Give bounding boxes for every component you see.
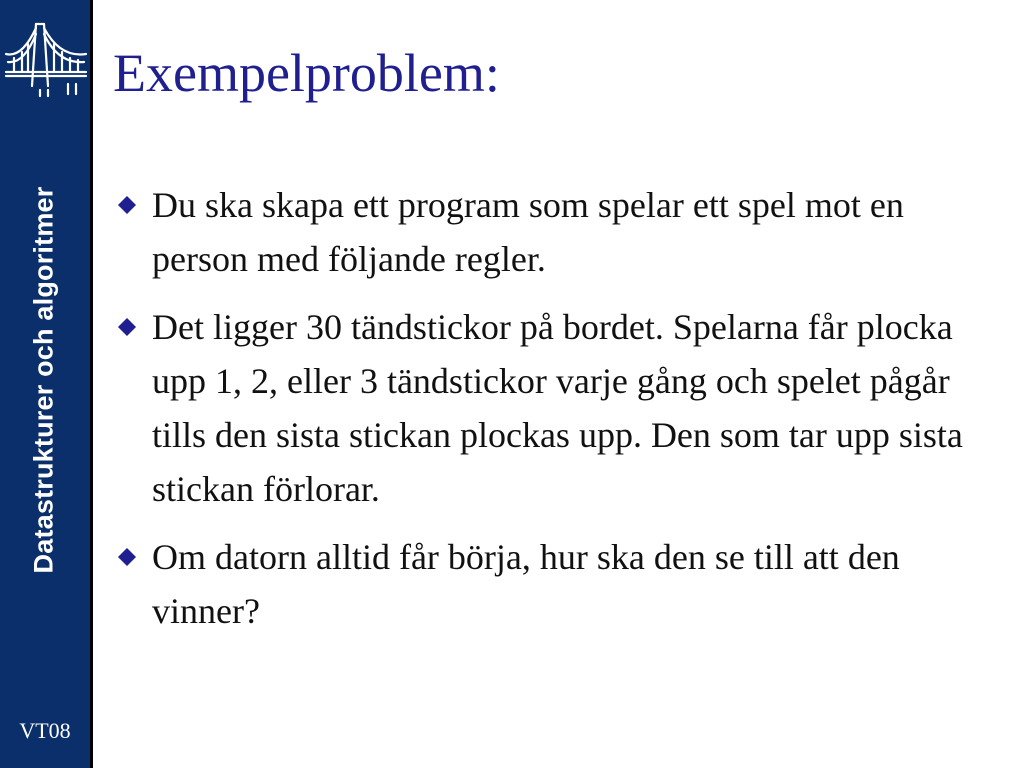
bullet-text: Det ligger 30 tändstickor på bordet. Spelarna får plocka upp 1, 2, eller 3 tändstickor varje gång och spelet pågår tills den sista stickan plockas upp. Den som tar upp sista stickan förlorar.	[152, 307, 963, 509]
bullet-item	[113, 178, 993, 286]
bullet-list	[113, 178, 993, 652]
bridge-logo-icon	[4, 14, 88, 106]
bullet-item	[113, 300, 993, 516]
bullet-item	[113, 530, 993, 638]
diamond-bullet-icon	[118, 548, 136, 566]
sidebar-divider	[90, 0, 93, 768]
bullet-text: Du ska skapa ett program som spelar ett spel mot en person med följande regler.	[152, 185, 904, 279]
term-label: VT08	[19, 718, 71, 743]
slide-title: Exempelproblem:	[113, 43, 500, 103]
sidebar	[0, 0, 90, 768]
course-title-vertical: Datastrukturer och algoritmer	[28, 186, 59, 574]
diamond-bullet-icon	[118, 196, 136, 214]
diamond-bullet-icon	[118, 318, 136, 336]
bullet-text: Om datorn alltid får börja, hur ska den se till att den vinner?	[152, 537, 900, 631]
